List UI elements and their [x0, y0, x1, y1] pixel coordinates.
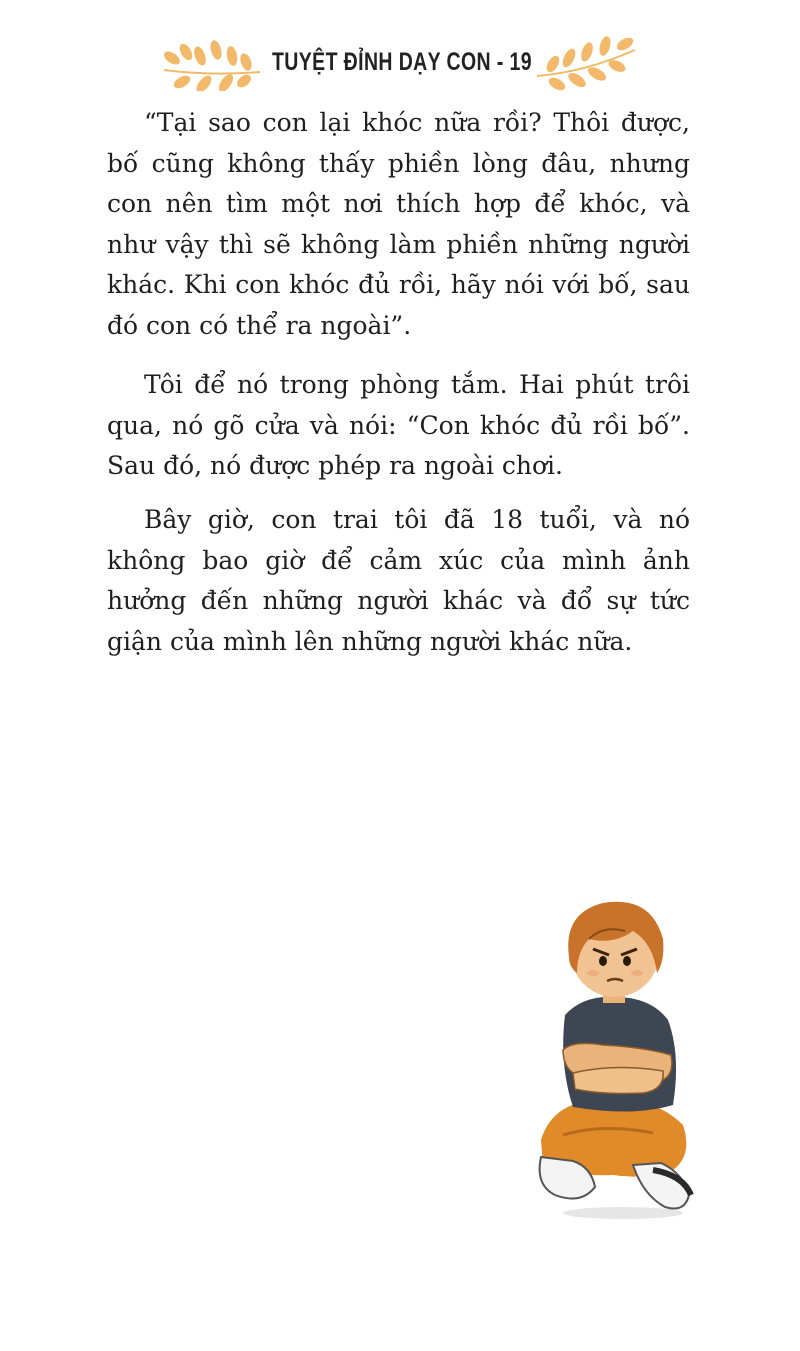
paragraph-1 [107, 103, 690, 346]
paragraph-2 [107, 365, 690, 487]
leaf-sprig-icon [535, 36, 640, 91]
paragraph-3 [107, 500, 690, 662]
paragraph-text: “Tại sao con lại khóc nữa rồi? Thôi được, bố cũng không thấy phiền lòng đâu, nhưng con nên tìm một nơi thích hợp để khóc, và như vậy thì sẽ không làm phiền những người khác. Khi con khóc đủ rồi, hãy nói với bố, sau đó con có thể ra ngoài”. [107, 108, 690, 340]
page-header-title: TUYỆT ĐỈNH DẠY CON - 19 [272, 48, 532, 76]
page-header [0, 18, 800, 88]
paragraph-text: Tôi để nó trong phòng tắm. Hai phút trôi qua, nó gõ cửa và nói: “Con khóc đủ rồi bố”. Sau đó, nó được phép ra ngoài chơi. [107, 370, 690, 480]
leaf-sprig-icon [160, 36, 265, 91]
paragraph-text: Bây giờ, con trai tôi đã 18 tuổi, và nó không bao giờ để cảm xúc của mình ảnh hưởng đến những người khác và đổ sự tức giận của mình lên những người khác nữa. [107, 505, 690, 656]
boy-sitting-arms-crossed-illustration [533, 895, 698, 1225]
